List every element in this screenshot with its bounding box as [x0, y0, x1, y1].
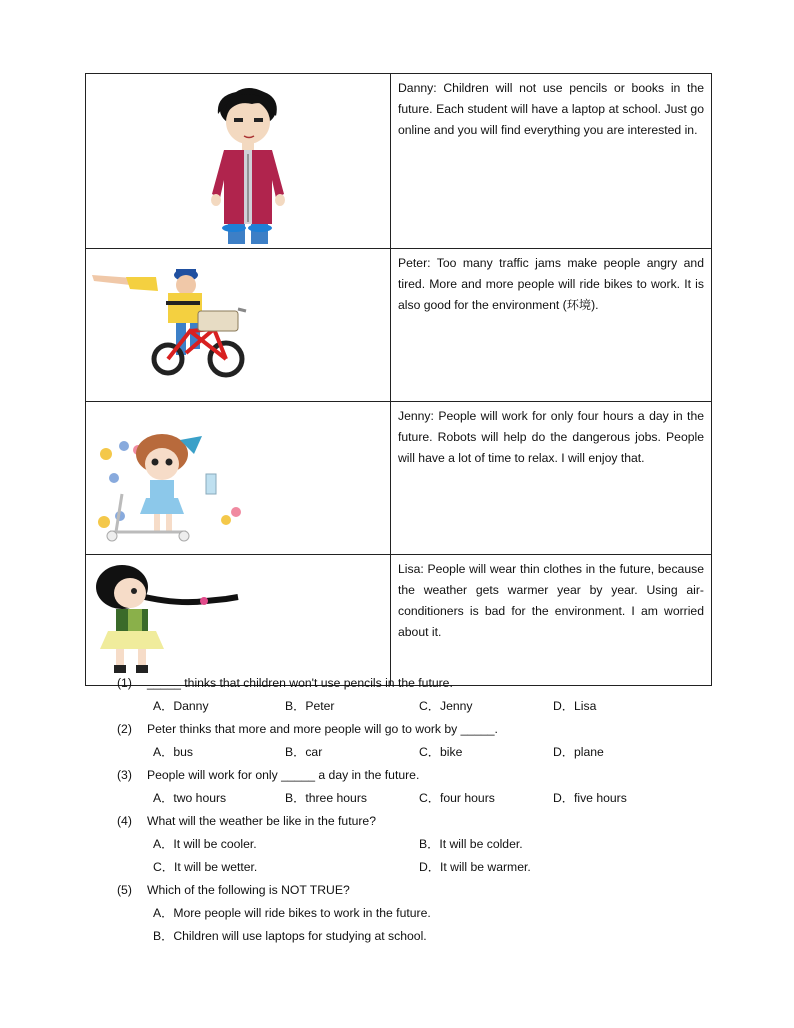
question-4-options-row-2: [117, 856, 677, 879]
question-4-options-row-1: [117, 833, 677, 856]
danny-illustration: [86, 74, 390, 244]
table-row: [86, 555, 712, 686]
danny-statement: Danny: Children will not use pencils or books in the future. Each student will have a laptop at school. Just go online and you will find everything you are interested in.: [391, 74, 712, 249]
option-d[interactable]: D．It will be warmer.: [419, 860, 531, 874]
danny-picture-cell: [86, 74, 391, 249]
table-row: [86, 74, 712, 249]
option-a[interactable]: A．More people will ride bikes to work in the future.: [153, 906, 431, 920]
question-2: [117, 718, 677, 741]
peter-statement: Peter: Too many traffic jams make people angry and tired. More and more people will ride bikes to work. It is also good for the environment (环境).: [391, 249, 712, 402]
question-text: Which of the following is NOT TRUE?: [147, 883, 350, 897]
question-number: (4): [117, 814, 132, 828]
option-a[interactable]: A．Danny: [153, 699, 209, 713]
option-c[interactable]: C．Jenny: [419, 699, 473, 713]
question-text: Peter thinks that more and more people will go to work by _____.: [147, 722, 498, 736]
question-number: (2): [117, 722, 132, 736]
question-5: [117, 879, 677, 902]
jenny-statement: Jenny: People will work for only four hours a day in the future. Robots will help do the dangerous jobs. People will have a lot of time to relax. I will enjoy that.: [391, 402, 712, 555]
question-1: [117, 672, 677, 695]
lisa-illustration: [86, 555, 390, 681]
question-5-options-row-2: [117, 925, 677, 948]
question-text: People will work for only _____ a day in the future.: [147, 768, 420, 782]
question-number: (5): [117, 883, 132, 897]
peter-picture-cell: [86, 249, 391, 402]
peter-illustration: [86, 249, 390, 397]
table-row: [86, 402, 712, 555]
lisa-statement: Lisa: People will wear thin clothes in the future, because the weather gets warmer year by year. Using air-conditioners is bad for the environment. I am worried about it.: [391, 555, 712, 686]
lisa-picture-cell: [86, 555, 391, 686]
question-number: (1): [117, 676, 132, 690]
question-text: What will the weather be like in the future?: [147, 814, 376, 828]
option-b[interactable]: B．three hours: [285, 791, 367, 805]
option-a[interactable]: A．two hours: [153, 791, 227, 805]
option-b[interactable]: B．It will be colder.: [419, 837, 523, 851]
table-row: [86, 249, 712, 402]
option-a[interactable]: A．bus: [153, 745, 193, 759]
option-c[interactable]: C．four hours: [419, 791, 495, 805]
option-c[interactable]: C．bike: [419, 745, 463, 759]
jenny-illustration: [86, 402, 390, 550]
question-number: (3): [117, 768, 132, 782]
question-1-options: [117, 695, 677, 718]
questions-section: [117, 672, 677, 948]
question-text: _____ thinks that children won't use pencils in the future.: [147, 676, 453, 690]
option-b[interactable]: B．Peter: [285, 699, 335, 713]
option-d[interactable]: D．Lisa: [553, 699, 597, 713]
question-3-options: [117, 787, 677, 810]
option-d[interactable]: D．five hours: [553, 791, 627, 805]
option-b[interactable]: B．Children will use laptops for studying at school.: [153, 929, 427, 943]
jenny-picture-cell: [86, 402, 391, 555]
question-5-options-row-1: [117, 902, 677, 925]
question-3: [117, 764, 677, 787]
option-a[interactable]: A．It will be cooler.: [153, 837, 257, 851]
option-b[interactable]: B．car: [285, 745, 323, 759]
people-table: [85, 73, 712, 686]
question-2-options: [117, 741, 677, 764]
option-c[interactable]: C．It will be wetter.: [153, 860, 258, 874]
question-4: [117, 810, 677, 833]
option-d[interactable]: D．plane: [553, 745, 604, 759]
